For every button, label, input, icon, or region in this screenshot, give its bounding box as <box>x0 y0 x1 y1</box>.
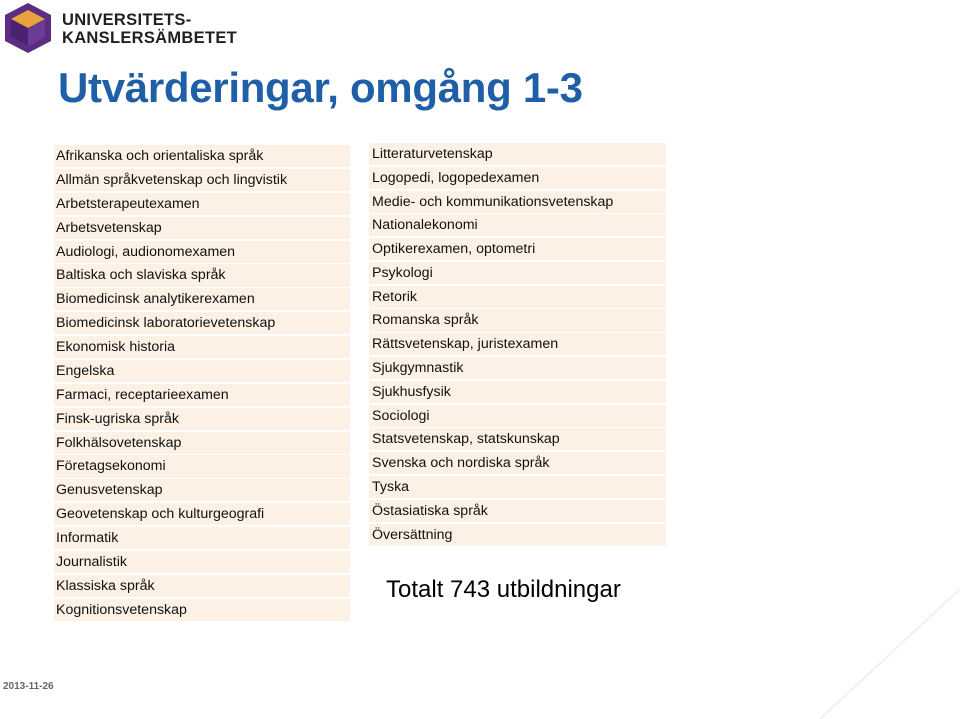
list-item: Genusvetenskap <box>54 479 350 501</box>
list-item: Afrikanska och orientaliska språk <box>54 145 350 167</box>
list-item: Nationalekonomi <box>369 214 666 236</box>
list-item: Engelska <box>54 360 350 382</box>
list-item: Audiologi, audionomexamen <box>54 241 350 263</box>
list-item: Biomedicinsk laboratorievetenskap <box>54 312 350 334</box>
list-item: Journalistik <box>54 551 350 573</box>
logo-line2: KANSLERSÄMBETET <box>62 29 238 47</box>
list-item: Retorik <box>369 286 666 308</box>
list-item: Kognitionsvetenskap <box>54 599 350 621</box>
left-subject-list <box>54 145 350 623</box>
logo <box>2 1 242 55</box>
total-count: Totalt 743 utbildningar <box>386 576 621 603</box>
right-subject-list <box>369 143 666 547</box>
list-item: Baltiska och slaviska språk <box>54 264 350 286</box>
list-item: Rättsvetenskap, juristexamen <box>369 333 666 355</box>
corner-decoration <box>820 589 960 719</box>
list-item: Sjukhusfysik <box>369 381 666 403</box>
list-item: Arbetsterapeutexamen <box>54 193 350 215</box>
list-item: Medie- och kommunikationsvetenskap <box>369 191 666 213</box>
slide-date: 2013-11-26 <box>3 681 54 692</box>
list-item: Psykologi <box>369 262 666 284</box>
list-item: Folkhälsovetenskap <box>54 432 350 454</box>
list-item: Litteraturvetenskap <box>369 143 666 165</box>
logo-line1: UNIVERSITETS- <box>62 11 192 29</box>
list-item: Arbetsvetenskap <box>54 217 350 239</box>
list-item: Romanska språk <box>369 309 666 331</box>
list-item: Statsvetenskap, statskunskap <box>369 428 666 450</box>
logo-wordmark <box>62 11 237 47</box>
list-item: Tyska <box>369 476 666 498</box>
list-item: Geovetenskap och kulturgeografi <box>54 503 350 525</box>
list-item: Företagsekonomi <box>54 455 350 477</box>
list-item: Sjukgymnastik <box>369 357 666 379</box>
logo-hexagon-icon <box>2 1 54 55</box>
list-item: Informatik <box>54 527 350 549</box>
list-item: Östasiatiska språk <box>369 500 666 522</box>
list-item: Sociologi <box>369 405 666 427</box>
list-item: Logopedi, logopedexamen <box>369 167 666 189</box>
list-item: Allmän språkvetenskap och lingvistik <box>54 169 350 191</box>
list-item: Klassiska språk <box>54 575 350 597</box>
list-item: Farmaci, receptarieexamen <box>54 384 350 406</box>
list-item: Biomedicinsk analytikerexamen <box>54 288 350 310</box>
list-item: Ekonomisk historia <box>54 336 350 358</box>
list-item: Optikerexamen, optometri <box>369 238 666 260</box>
list-item: Svenska och nordiska språk <box>369 452 666 474</box>
list-item: Finsk-ugriska språk <box>54 408 350 430</box>
page-title: Utvärderingar, omgång 1-3 <box>58 64 583 111</box>
list-item: Översättning <box>369 524 666 546</box>
